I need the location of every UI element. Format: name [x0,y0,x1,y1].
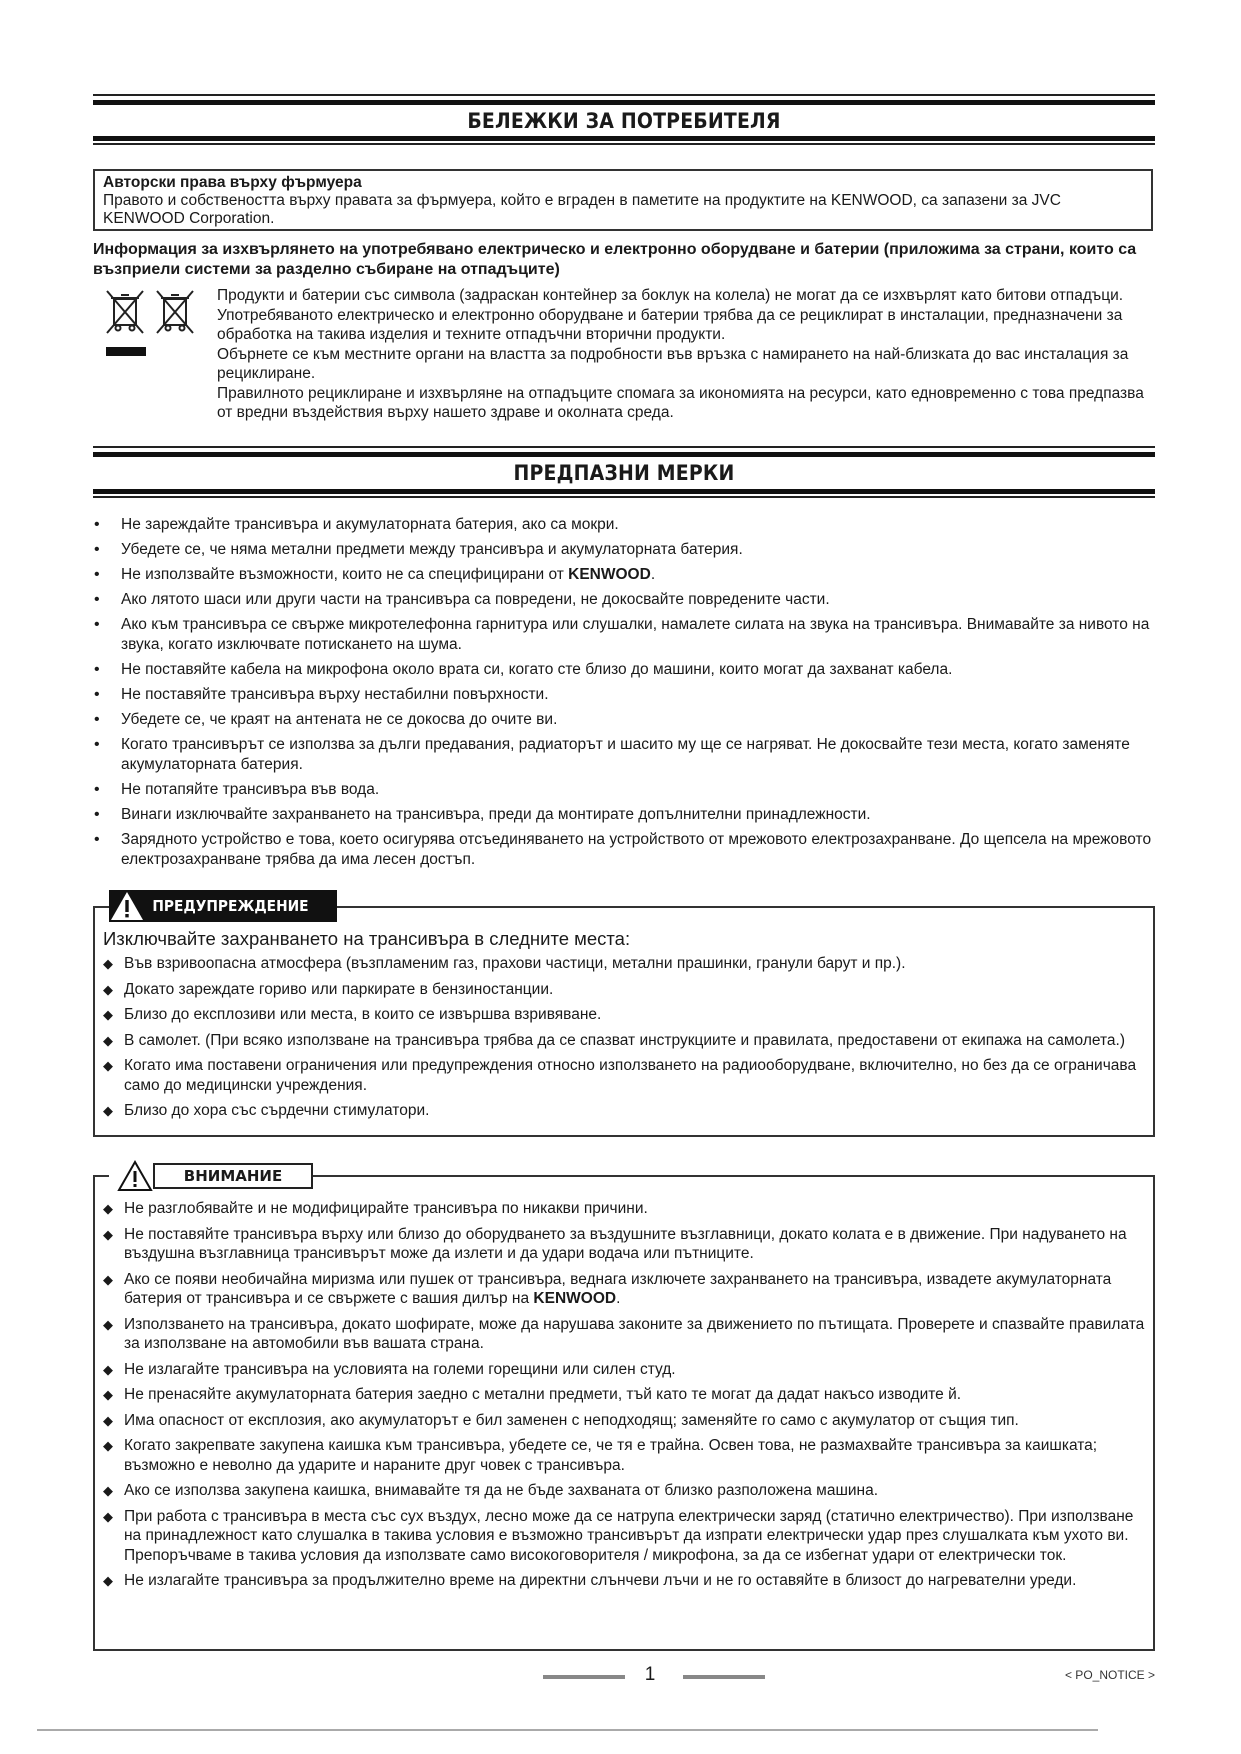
caution-label-text: ВНИМАНИЕ [153,1163,313,1189]
list-item: ◆ Не излагайте трансивъра на условията на големи горещини или силен студ. [103,1360,1145,1380]
list-item: ◆ Ако се появи необичайна миризма или пушек от трансивъра, веднага изключете захранването на трансивъра, извадете акумулаторната батерия от трансивъра и се свържете с вашия дилър на KENWOOD. [103,1270,1145,1309]
warning-intro: Изключвайте захранването на трансивъра в следните места: [103,928,631,949]
list-item: • Убедете се, че краят на антената не се докосва до очите ви. [93,710,1155,730]
notices-title: БЕЛЕЖКИ ЗА ПОТРЕБИТЕЛЯ [467,109,781,133]
list-item: • Не потапяйте трансивъра във вода. [93,780,1155,800]
disposal-text [217,286,1155,423]
list-item: ◆ Има опасност от експлозия, ако акумулаторът е бил заменен с неподходящ; заменяйте го само с акумулатор от същия тип. [103,1411,1145,1431]
list-item: ◆ Не пренасяйте акумулаторната батерия заедно с метални предмети, тъй като те могат да дадат накъсо изводите й. [103,1385,1145,1405]
warning-label-text: ПРЕДУПРЕЖДЕНИЕ [152,897,309,915]
top-rule [93,94,1155,96]
warning-box [93,906,1155,1137]
title-rule-top [93,100,1155,105]
list-item: • Не поставяйте кабела на микрофона около врата си, когато сте близо до машини, които могат да захванат кабела. [93,660,1155,680]
list-item: ◆ При работа с трансивъра в места със сух въздух, лесно може да се натрупа електрически заряд (статично електричество). При използване на принадлежност като слушалка в такива условия е възможно трансивърът да изпрати електрически удар през слушалката към ухото ви. Препоръчваме в такива условия да използвате само високоговорителя / микрофона, за да се избегнат удари от електрически ток. [103,1507,1145,1566]
title-rule-bottom-thin [93,143,1155,145]
precautions-rule-top-thin [93,446,1155,448]
list-item: ◆ В самолет. (При всяко използване на трансивъра трябва да се спазват инструкциите и правилата, предоставени от екипажа на самолета.) [103,1031,1145,1051]
list-item: ◆ Когато закрепвате закупена каишка към трансивъра, убедете се, че тя е трайна. Освен това, не размахвайте трансивъра за каишката; възможно е неволно да ударите и нараните друг човек с трансивъра. [103,1436,1145,1475]
list-item: ◆ Във взривоопасна атмосфера (възпламеним газ, прахови частици, метални прашинки, гранули барут и пр.). [103,954,1145,974]
firmware-heading: Авторски права върху фърмуера [103,174,362,191]
disposal-paragraph: Употребяваното електрическо и електронно оборудване и батерии трябва да се рециклират в инсталации, предназначени за обработка на такива изделия и техните отпадъчни вторични продукти. [217,306,1123,343]
caution-box [93,1175,1155,1651]
list-item: ◆ Използването на трансивъра, докато шофирате, може да нарушава законите за движението по пътищата. Проверете и спазвайте правилата за използване на автомобили във вашата страна. [103,1315,1145,1354]
list-item: • Убедете се, че няма метални предмети между трансивъра и акумулаторната батерия. [93,540,1155,560]
list-item: • Ако лятото шаси или други части на трансивъра са повредени, не докосвайте повредените части. [93,590,1155,610]
list-item: • Винаги изключвайте захранването на трансивъра, преди да монтирате допълнителни принадлежности. [93,805,1155,825]
page-number: 1 [644,1664,656,1685]
list-item: • Когато трансивърът се използва за дълги предавания, радиаторът и шасито му ще се нагряват. Не докосвайте тези места, когато заменяте акумулаторната батерия. [93,735,1155,775]
precautions-title: ПРЕДПАЗНИ МЕРКИ [513,461,735,485]
precautions-rule-bottom [93,489,1155,494]
warning-triangle-icon [109,890,145,922]
firmware-text: Правото и собствеността върху правата за фърмуера, който е вграден в паметите на продуктите на KENWOOD, са запазени за JVC KENWOOD Corporation. [103,192,1061,227]
doc-code: < PO_NOTICE > [1064,1668,1155,1682]
crossed-bin-icon [104,289,204,361]
list-item: • Не зареждайте трансивъра и акумулаторната батерия, ако са мокри. [93,515,1155,535]
precautions-rule-top [93,452,1155,457]
disposal-heading: Информация за изхвърлянето на употребявано електрическо и електронно оборудване и батерии (приложима за страни, които са възприели системи за разделно събиране на отпадъците) [93,241,1137,278]
warning-list [95,954,1153,1121]
list-item: • Не поставяйте трансивъра върху нестабилни повърхности. [93,685,1155,705]
precautions-list [93,515,1155,875]
recycle-icons [104,289,204,361]
warning-label [109,890,337,922]
list-item: ◆ Близо до експлозиви или места, в които се извършва взривяване. [103,1005,1145,1025]
footer-bar-right [683,1675,765,1679]
brand-name: KENWOOD [568,566,651,583]
list-item: • Не използвайте възможности, които не са специфицирани от KENWOOD. [93,565,1155,585]
list-item: ◆ Не излагайте трансивъра за продължително време на директни слънчеви лъчи и не го оставяйте в близост до нагревателни уреди. [103,1571,1145,1591]
list-item: • Ако към трансивъра се свърже микротелефонна гарнитура или слушалки, намалете силата на звука на трансивъра. Внимавайте за нивото на звука, когато изключвате потискането на шума. [93,615,1155,655]
title-rule-bottom [93,136,1155,141]
brand-name: KENWOOD [533,1290,617,1307]
list-item: ◆ Ако се използва закупена каишка, внимавайте тя да не бъде захваната от близко разположена машина. [103,1481,1145,1501]
precautions-rule-bottom-thin [93,496,1155,498]
disposal-paragraph: Продукти и батерии със символа (задраскан контейнер за боклук на колела) не могат да се изхвърлят като битови отпадъци. [217,287,1124,304]
firmware-box [93,169,1153,231]
caution-label [109,1160,313,1192]
list-item: ◆ Не поставяйте трансивъра върху или близо до оборудването за въздушните възглавници, докато колата е в движение. При надуването на въздушна възглавница трансивърът може да излети и да удари водача или пътниците. [103,1225,1145,1264]
list-item: ◆ Докато зареждате гориво или паркирате в бензиностанции. [103,980,1145,1000]
bottom-divider [37,1729,1098,1731]
footer-bar-left [543,1675,625,1679]
list-item: ◆ Близо до хора със сърдечни стимулатори. [103,1101,1145,1121]
caution-triangle-icon [109,1160,153,1192]
disposal-paragraph: Обърнете се към местните органи на властта за подробности във връзка с намирането на най-близката до вас инсталация за рециклиране. [217,345,1129,382]
disposal-paragraph: Правилното рециклиране и изхвърляне на отпадъците спомага за икономията на ресурси, като едновременно с това предпазва от вредни въздействия върху нашето здраве и околната среда. [217,384,1144,421]
list-item: • Зарядното устройство е това, което осигурява отсъединяването на устройството от мрежовото електрозахранване. До щепсела на мрежовото електрозахранване трябва да има лесен достъп. [93,830,1155,870]
list-item: ◆ Когато има поставени ограничения или предупреждения относно използването на радиооборудване, включително, но без да се ограничава само до медицински учреждения. [103,1056,1145,1095]
caution-list [95,1199,1153,1591]
list-item: ◆ Не разглобявайте и не модифицирайте трансивъра по никакви причини. [103,1199,1145,1219]
